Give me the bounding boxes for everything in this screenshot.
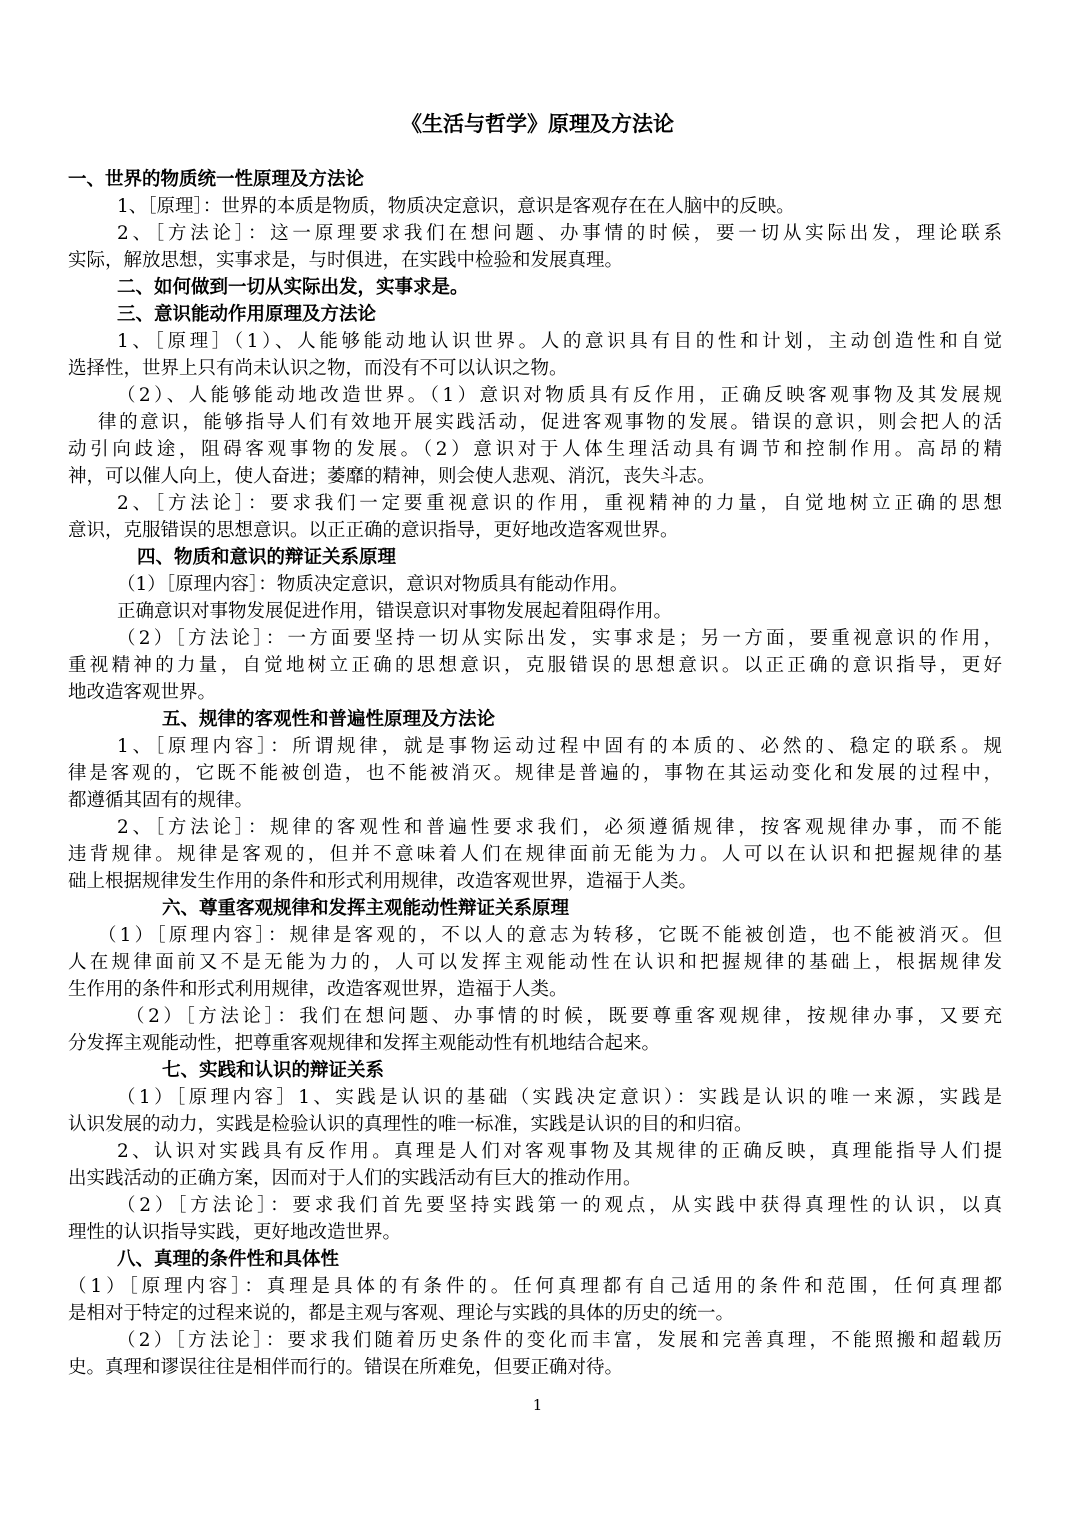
paragraph-line: 选择性，世界上只有尚未认识之物，而没有不可以认识之物。 bbox=[68, 358, 568, 379]
paragraph-line: 人在规律面前又不是无能为力的，人可以发挥主观能动性在认识和把握规律的基础上，根据规律发 bbox=[68, 952, 1002, 973]
paragraph-line: 律的意识，能够指导人们有效地开展实践活动，促进客观事物的发展。错误的意识，则会把人的活 bbox=[98, 412, 1002, 433]
paragraph-line: 正确意识对事物发展促进作用，错误意识对事物发展起着阻碍作用。 bbox=[117, 601, 673, 622]
paragraph-line: 分发挥主观能动性，把尊重客观规律和发挥主观能动性有机地结合起来。 bbox=[68, 1033, 661, 1054]
heading-6: 六、尊重客观规律和发挥主观能动性辩证关系原理 bbox=[162, 898, 570, 919]
paragraph-line: 2、［方法论］：规律的客观性和普遍性要求我们，必须遵循规律，按客观规律办事，而不能 bbox=[117, 817, 1002, 838]
paragraph-line: 1、［原理］：世界的本质是物质，物质决定意识，意识是客观存在在人脑中的反映。 bbox=[117, 196, 795, 217]
heading-2: 二、如何做到一切从实际出发，实事求是。 bbox=[117, 277, 469, 298]
paragraph-line: （1）［原理内容］：物质决定意识，意识对物质具有能动作用。 bbox=[117, 574, 629, 595]
paragraph-line: （2）［方法论］：一方面要坚持一切从实际出发，实事求是；另一方面，要重视意识的作用， bbox=[117, 628, 1002, 649]
paragraph-line: 律是客观的，它既不能被创造，也不能被消灭。规律是普遍的，事物在其运动变化和发展的过程中， bbox=[68, 763, 1002, 784]
paragraph-line: 生作用的条件和形式利用规律，改造客观世界，造福于人类。 bbox=[68, 979, 568, 1000]
paragraph-line: 理性的认识指导实践，更好地改造世界。 bbox=[68, 1222, 402, 1243]
paragraph-line: 动引向歧途，阻碍客观事物的发展。（2）意识对于人体生理活动具有调节和控制作用。高昂的精 bbox=[68, 439, 1002, 460]
paragraph-line: 认识发展的动力，实践是检验认识的真理性的唯一标准，实践是认识的目的和归宿。 bbox=[68, 1114, 753, 1135]
paragraph-line: 实际，解放思想，实事求是，与时俱进，在实践中检验和发展真理。 bbox=[68, 250, 624, 271]
paragraph-line: 违背规律。规律是客观的，但并不意味着人们在规律面前无能为力。人可以在认识和把握规律的基 bbox=[68, 844, 1002, 865]
paragraph-line: 1、［原理］（1）、人能够能动地认识世界。人的意识具有目的性和计划，主动创造性和自觉 bbox=[117, 331, 1002, 352]
heading-8: 八、真理的条件性和具体性 bbox=[117, 1249, 340, 1270]
paragraph-line: 2、认识对实践具有反作用。真理是人们对客观事物及其规律的正确反映，真理能指导人们提 bbox=[117, 1141, 1002, 1162]
paragraph-line: （1）［原理内容］：规律是客观的，不以人的意志为转移，它既不能被创造，也不能被消灭。但 bbox=[98, 925, 1002, 946]
paragraph-line: 础上根据规律发生作用的条件和形式利用规律，改造客观世界，造福于人类。 bbox=[68, 871, 698, 892]
paragraph-line: 都遵循其固有的规律。 bbox=[68, 790, 254, 811]
paragraph-line: （2）［方法论］：要求我们随着历史条件的变化而丰富，发展和完善真理，不能照搬和超载历 bbox=[117, 1330, 1002, 1351]
paragraph-line: （2）［方法论］：要求我们首先要坚持实践第一的观点，从实践中获得真理性的认识，以真 bbox=[117, 1195, 1002, 1216]
document-title: 《生活与哲学》原理及方法论 bbox=[401, 111, 674, 136]
paragraph-line: （2）［方法论］：我们在想问题、办事情的时候，既要尊重客观规律，按规律办事，又要充 bbox=[126, 1006, 1002, 1027]
paragraph-line: 地改造客观世界。 bbox=[68, 682, 217, 703]
paragraph-line: 史。真理和谬误往往是相伴而行的。错误在所难免，但要正确对待。 bbox=[68, 1357, 624, 1378]
paragraph-line: （1）［原理内容］：真理是具体的有条件的。任何真理都有自己适用的条件和范围，任何真理都 bbox=[68, 1276, 1002, 1297]
paragraph-line: 是相对于特定的过程来说的，都是主观与客观、理论与实践的具体的历史的统一。 bbox=[68, 1303, 735, 1324]
paragraph-line: 2、［方法论］：这一原理要求我们在想问题、办事情的时候，要一切从实际出发，理论联系 bbox=[117, 223, 1002, 244]
heading-3: 三、意识能动作用原理及方法论 bbox=[117, 304, 377, 325]
heading-7: 七、实践和认识的辩证关系 bbox=[162, 1060, 385, 1081]
heading-4: 四、物质和意识的辩证关系原理 bbox=[137, 547, 397, 568]
paragraph-line: 意识，克服错误的思想意识。以正正确的意识指导，更好地改造客观世界。 bbox=[68, 520, 679, 541]
paragraph-line: 重视精神的力量，自觉地树立正确的思想意识，克服错误的思想意识。以正正确的意识指导，更好 bbox=[68, 655, 1002, 676]
paragraph-line: 神，可以催人向上，使人奋进；萎靡的精神，则会使人悲观、消沉，丧失斗志。 bbox=[68, 466, 716, 487]
paragraph-line: 出实践活动的正确方案，因而对于人们的实践活动有巨大的推动作用。 bbox=[68, 1168, 642, 1189]
heading-1: 一、世界的物质统一性原理及方法论 bbox=[68, 169, 365, 190]
paragraph-line: 1、［原理内容］：所谓规律，就是事物运动过程中固有的本质的、必然的、稳定的联系。规 bbox=[117, 736, 1002, 757]
heading-5: 五、规律的客观性和普遍性原理及方法论 bbox=[162, 709, 496, 730]
paragraph-line: （2）、人能够能动地改造世界。（1）意识对物质具有反作用，正确反映客观事物及其发展规 bbox=[117, 385, 1002, 406]
page-number: 1 bbox=[532, 1396, 543, 1414]
paragraph-line: （1）［原理内容］1、实践是认识的基础（实践决定意识）：实践是认识的唯一来源，实践是 bbox=[117, 1087, 1002, 1108]
paragraph-line: 2、［方法论］：要求我们一定要重视意识的作用，重视精神的力量，自觉地树立正确的思想 bbox=[117, 493, 1002, 514]
